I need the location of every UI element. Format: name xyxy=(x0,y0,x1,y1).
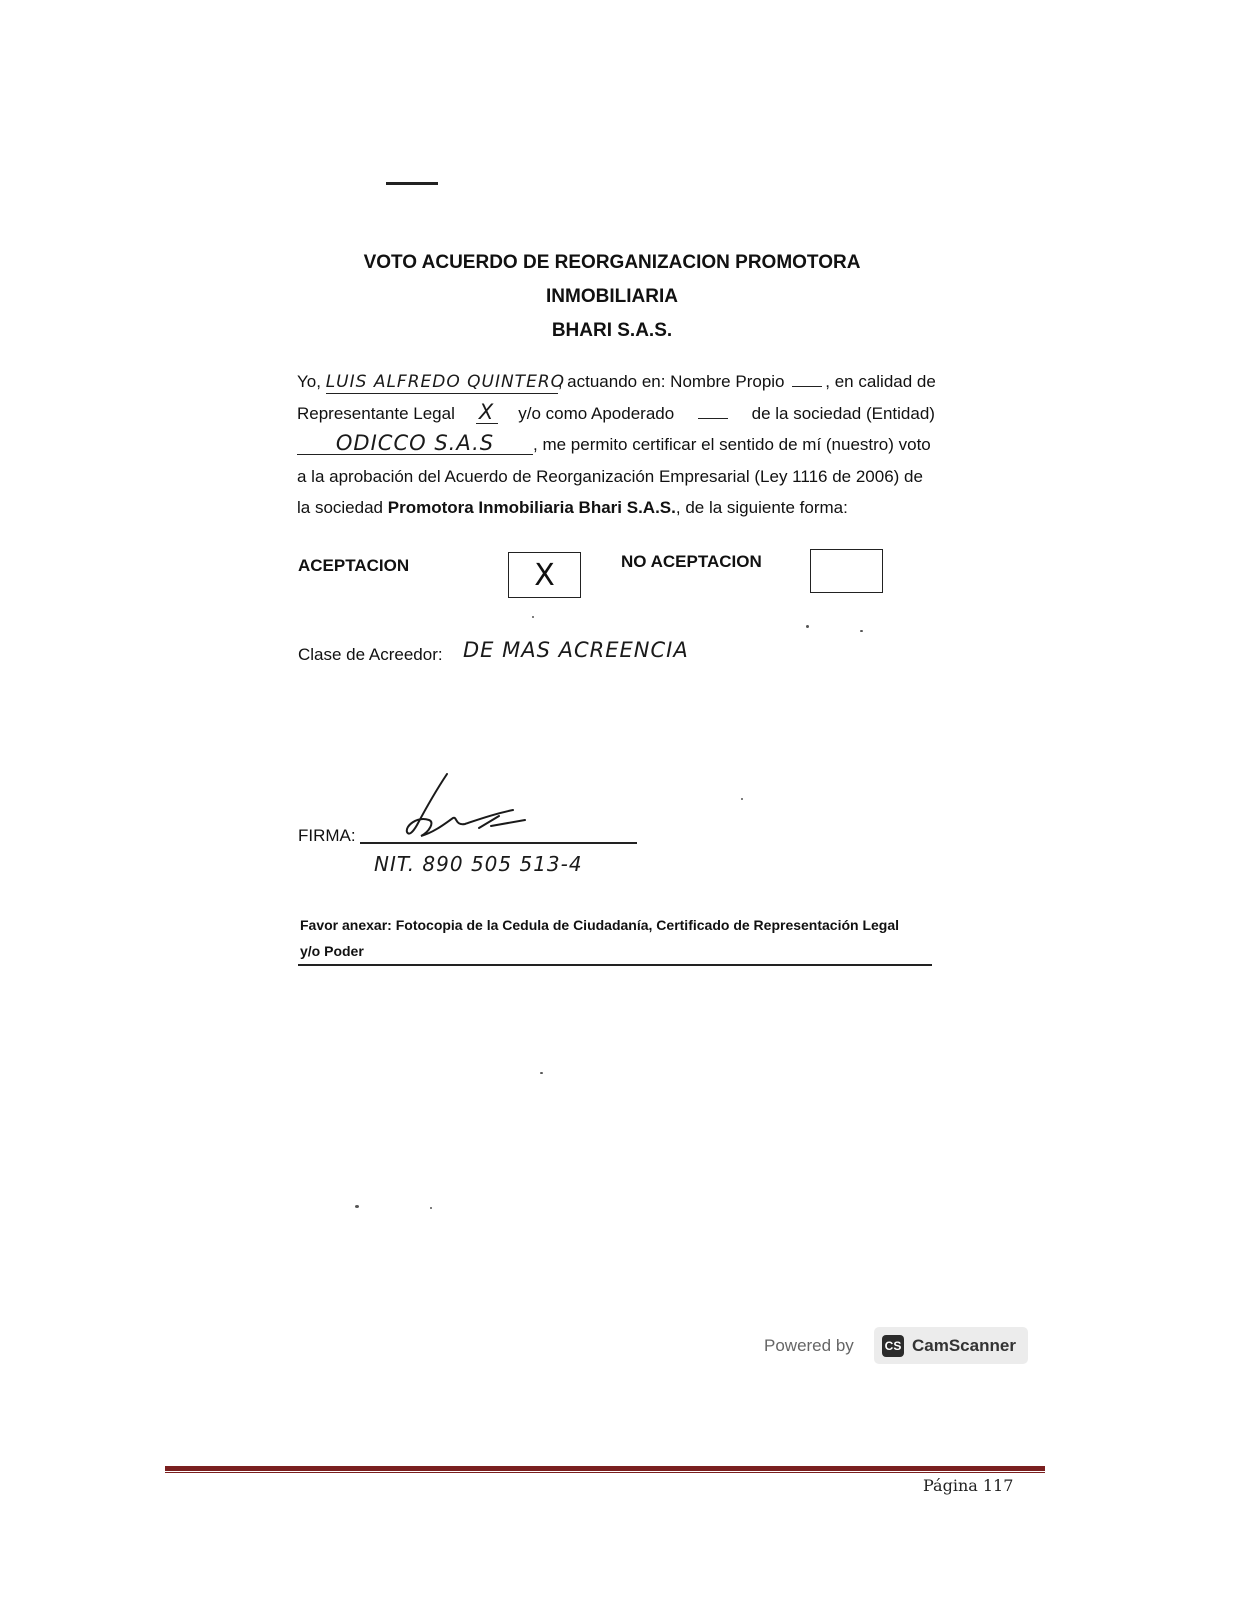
document-title xyxy=(300,246,924,348)
annex-note xyxy=(300,912,940,964)
annex-note-line-2: y/o Poder xyxy=(300,943,364,959)
camscanner-brand: CamScanner xyxy=(912,1335,1016,1355)
no-aceptacion-checkbox[interactable] xyxy=(810,549,883,593)
page-number: Página 117 xyxy=(923,1476,1014,1495)
aceptacion-mark: X xyxy=(534,557,555,593)
line5-suffix: , de la siguiente forma: xyxy=(675,498,848,517)
scan-speck xyxy=(741,798,743,800)
handwritten-name: LUIS ALFREDO QUINTERO xyxy=(325,372,566,392)
scan-speck xyxy=(430,1207,432,1209)
powered-by-text: Powered by xyxy=(764,1336,854,1355)
clase-acreedor-value: DE MAS ACREENCIA xyxy=(463,638,689,662)
note-divider xyxy=(298,964,932,966)
camscanner-logo-icon: CS xyxy=(882,1335,904,1357)
aceptacion-label: ACEPTACION xyxy=(298,556,410,575)
firma-label: FIRMA: xyxy=(298,826,356,845)
representante-mark: X xyxy=(476,401,498,424)
footer-rule xyxy=(165,1466,1045,1471)
actuando-text: , actuando en: Nombre Propio xyxy=(557,372,785,391)
title-line-2: BHARI S.A.S. xyxy=(551,320,673,341)
scan-speck xyxy=(540,1072,543,1074)
scan-speck xyxy=(806,625,809,628)
footer-rule-thin xyxy=(165,1472,1045,1473)
me-permito-text: , me permito certificar el sentido de mí (nuestro) voto xyxy=(533,435,931,454)
handwritten-entity: ODICCO S.A.S xyxy=(297,432,533,455)
decorative-dash xyxy=(386,182,438,185)
declaration-line-3 xyxy=(297,429,935,461)
como-apoderado-text: y/o como Apoderado xyxy=(518,403,675,423)
company-name: Promotora Inmobiliaria Bhari S.A.S. xyxy=(387,498,676,517)
de-la-sociedad-text: de la sociedad (Entidad) xyxy=(751,403,935,423)
representante-text: Representante Legal xyxy=(297,403,455,423)
nombre-propio-blank xyxy=(792,385,822,387)
title-line-1: VOTO ACUERDO DE REORGANIZACION PROMOTORA INMOBILIARIA xyxy=(363,252,861,307)
annex-note-line-1: Favor anexar: Fotocopia de la Cedula de Ciudadanía, Certificado de Representación Legal xyxy=(300,917,900,933)
scan-speck xyxy=(860,630,863,632)
declaration-line-5 xyxy=(297,492,935,524)
no-aceptacion-label: NO ACEPTACION xyxy=(621,552,762,571)
yo-text: Yo, xyxy=(297,372,321,391)
scan-speck xyxy=(355,1205,359,1208)
signature-scribble xyxy=(395,770,535,845)
declaration-line-2 xyxy=(297,398,935,430)
nit-handwritten: NIT. 890 505 513-4 xyxy=(374,852,583,876)
declaration-line-4: a la aprobación del Acuerdo de Reorganización Empresarial (Ley 1116 de 2006) de xyxy=(297,466,923,486)
declaration-line-1 xyxy=(297,366,935,398)
line5-prefix: la sociedad xyxy=(297,498,384,517)
en-calidad-text: , en calidad de xyxy=(825,372,936,391)
scan-speck xyxy=(532,616,534,618)
aceptacion-checkbox[interactable] xyxy=(508,552,581,598)
camscanner-badge xyxy=(874,1327,1028,1364)
apoderado-blank xyxy=(698,417,728,419)
clase-acreedor-label: Clase de Acreedor: xyxy=(298,645,443,664)
declaration-paragraph xyxy=(297,366,935,524)
